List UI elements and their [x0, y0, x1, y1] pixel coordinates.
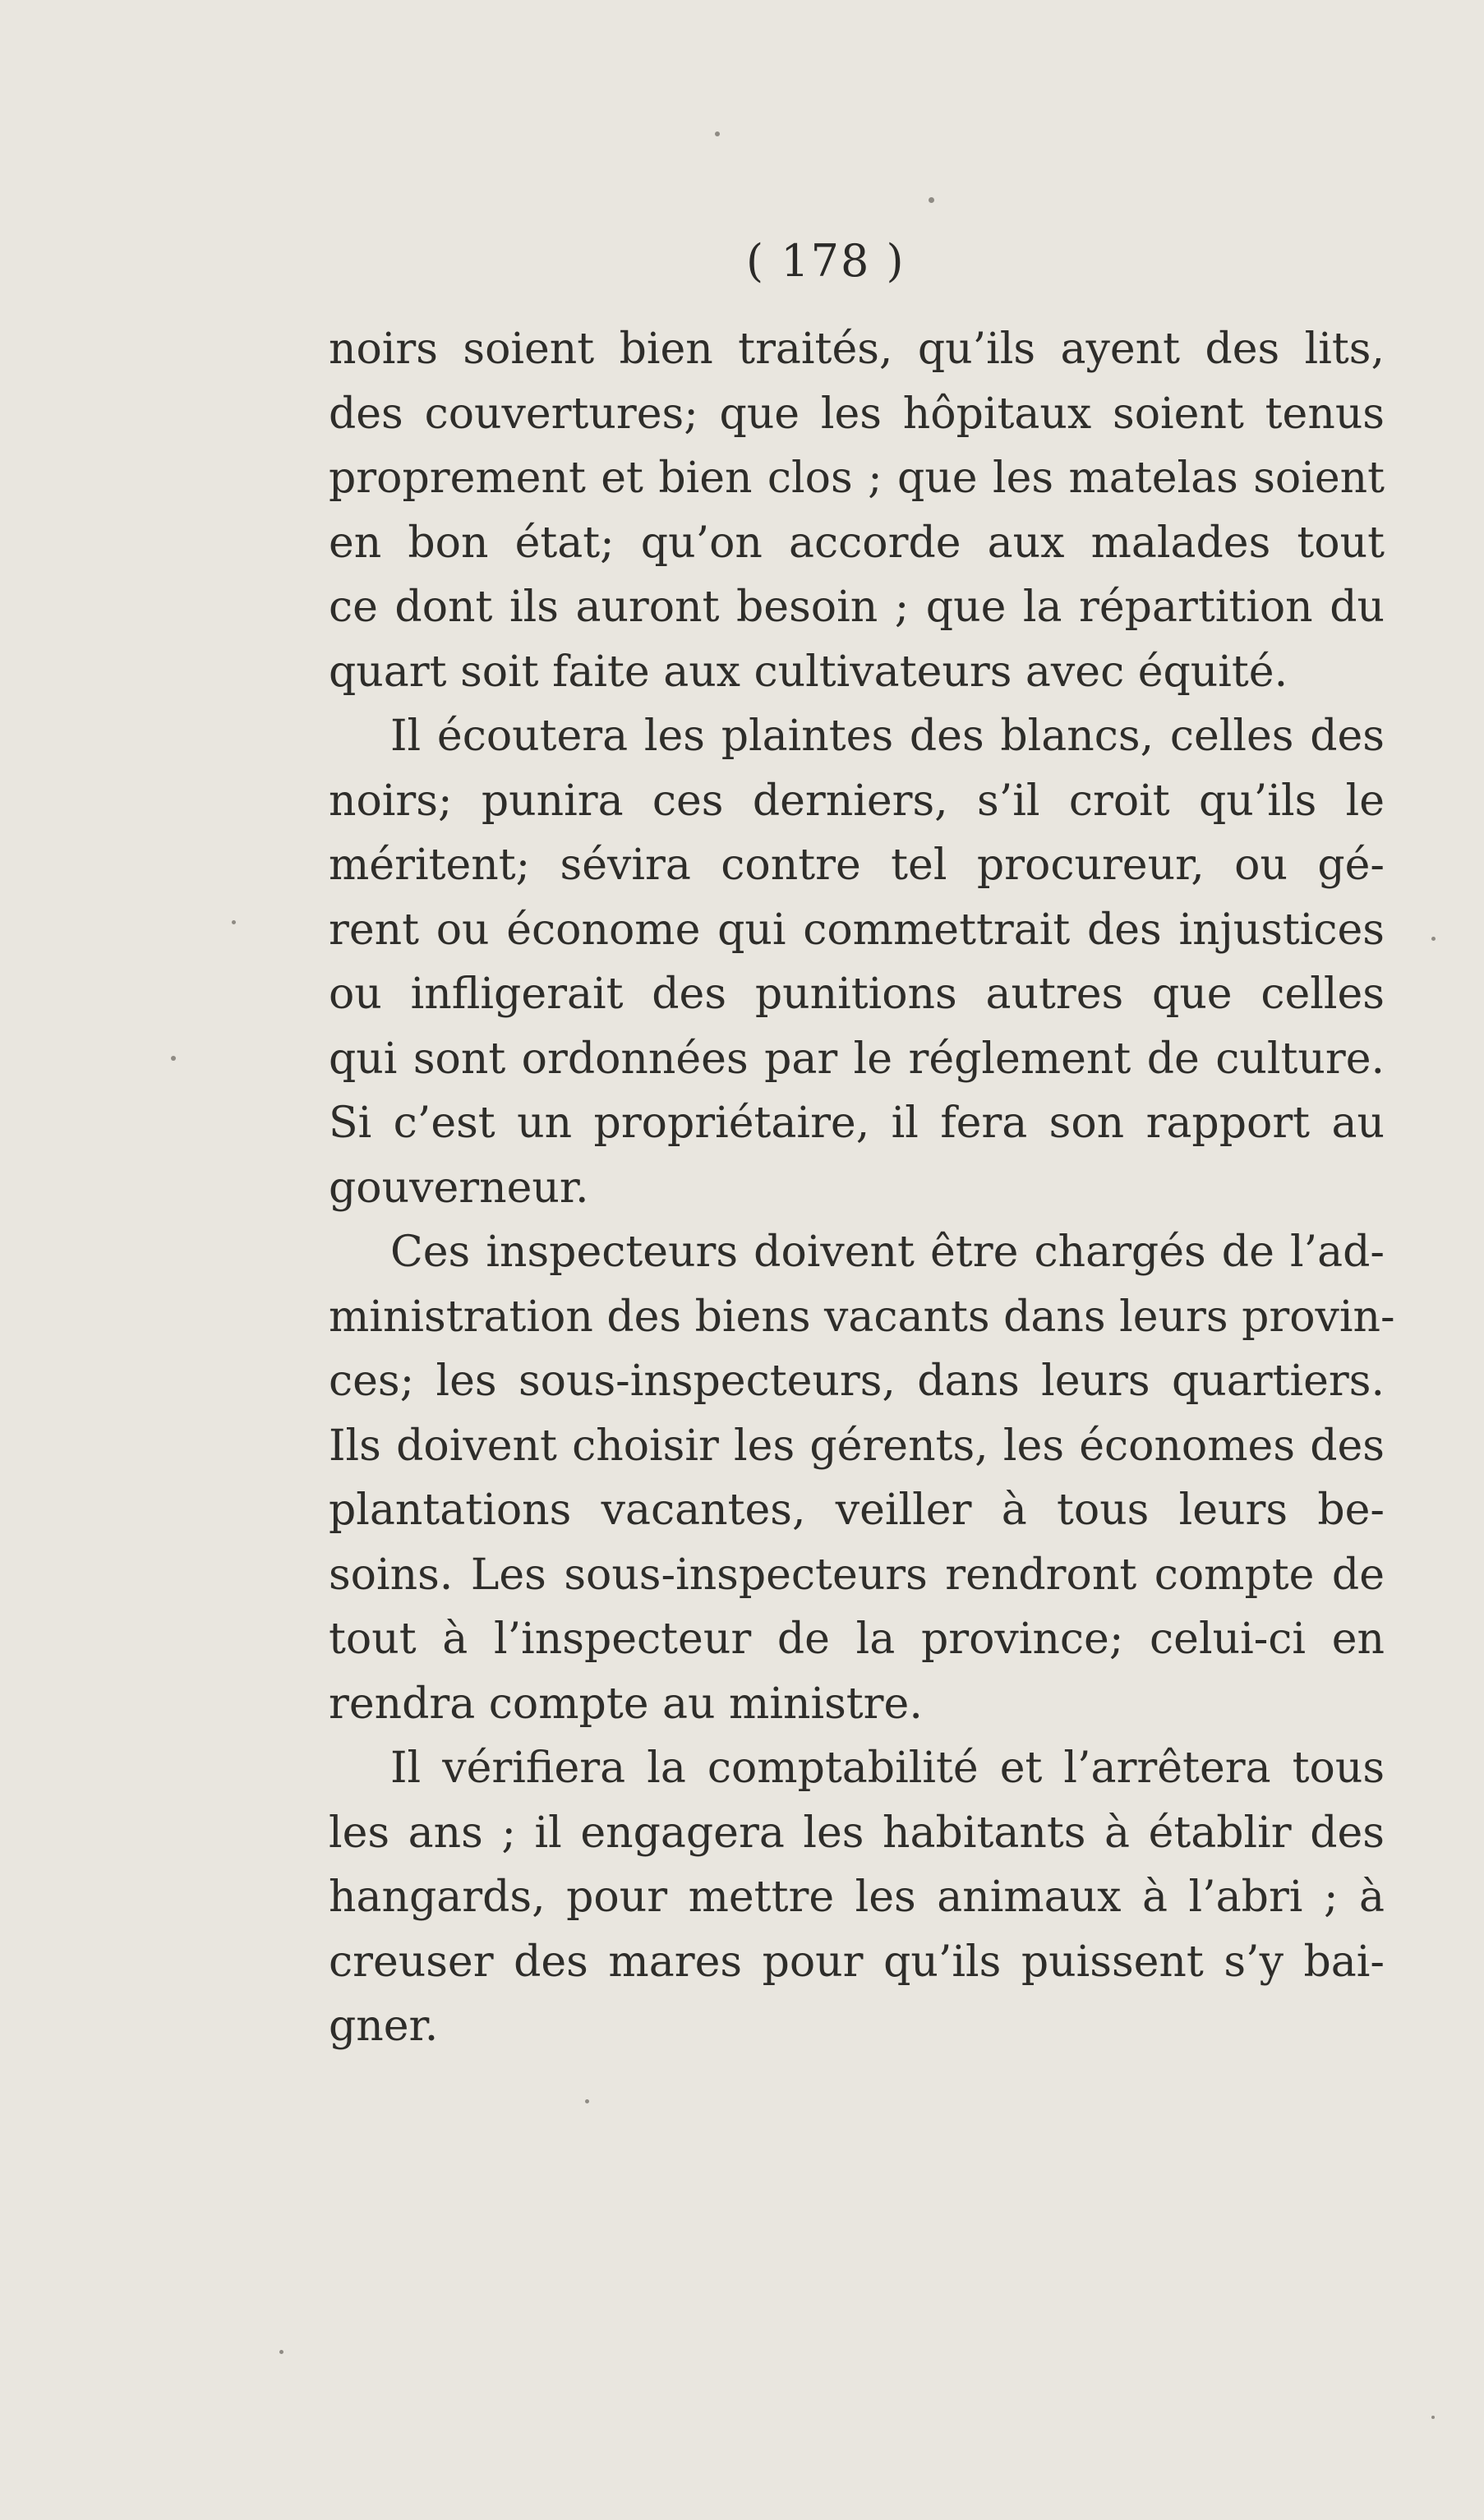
text-line: ce dont ils auront besoin ; que la répartition du [329, 583, 1385, 632]
text-line: plantations vacantes, veiller à tous leurs be- [329, 1486, 1385, 1535]
text-line: tout à l’inspecteur de la province; celui-ci en [329, 1615, 1385, 1664]
text-line: quart soit faite aux cultivateurs avec équité. [329, 647, 1288, 697]
text-line: noirs; punira ces derniers, s’il croit qu’ils le [329, 776, 1385, 826]
text-line: rendra compte au ministre. [329, 1679, 923, 1729]
text-line: hangards, pour mettre les animaux à l’abri ; à [329, 1873, 1385, 1922]
text-line: méritent; sévira contre tel procureur, ou gé- [329, 841, 1385, 890]
text-line: Si c’est un propriétaire, il fera son rapport au [329, 1099, 1385, 1148]
paragraph-1 [329, 317, 1385, 704]
paper-speck [929, 197, 934, 203]
paper-speck [1431, 2416, 1435, 2419]
text-line: en bon état; qu’on accorde aux malades tout [329, 518, 1385, 568]
text-line: proprement et bien clos ; que les matelas soient [329, 454, 1385, 503]
text-line: noirs soient bien traités, qu’ils ayent des lits, [329, 325, 1385, 374]
paper-speck [715, 131, 720, 136]
paper-speck [279, 2350, 283, 2354]
text-line: rent ou économe qui commettrait des injustices [329, 905, 1385, 955]
text-line: gouverneur. [329, 1163, 589, 1213]
text-line: gner. [329, 2002, 439, 2051]
paper-speck [232, 920, 236, 924]
text-line: soins. Les sous-inspecteurs rendront compte de [329, 1550, 1385, 1600]
paragraph-2 [329, 704, 1385, 1220]
text-line: Ils doivent choisir les gérents, les économes des [329, 1421, 1385, 1471]
paper-speck [1431, 937, 1436, 941]
paper-speck [585, 2099, 589, 2103]
paragraph-3 [329, 1220, 1395, 1736]
text-line: ces; les sous-inspecteurs, dans leurs quartiers. [329, 1357, 1385, 1406]
paper-speck [171, 1056, 176, 1061]
text-line: ministration des biens vacants dans leurs provin- [329, 1292, 1395, 1342]
text-line: Ces inspecteurs doivent être chargés de l’ad- [390, 1228, 1385, 1277]
text-line: ou infligerait des punitions autres que celles [329, 970, 1385, 1019]
body-text [329, 317, 1395, 2059]
page-number: ( 178 ) [746, 235, 906, 287]
text-line: Il écoutera les plaintes des blancs, celles des [390, 712, 1385, 761]
text-line: des couvertures; que les hôpitaux soient tenus [329, 389, 1385, 439]
text-line: les ans ; il engagera les habitants à établir des [329, 1808, 1385, 1858]
text-line: Il vérifiera la comptabilité et l’arrêtera tous [390, 1744, 1385, 1793]
text-line: qui sont ordonnées par le réglement de culture. [329, 1034, 1385, 1084]
paragraph-4 [329, 1736, 1385, 2059]
text-line: creuser des mares pour qu’ils puissent s’y bai- [329, 1937, 1385, 1987]
